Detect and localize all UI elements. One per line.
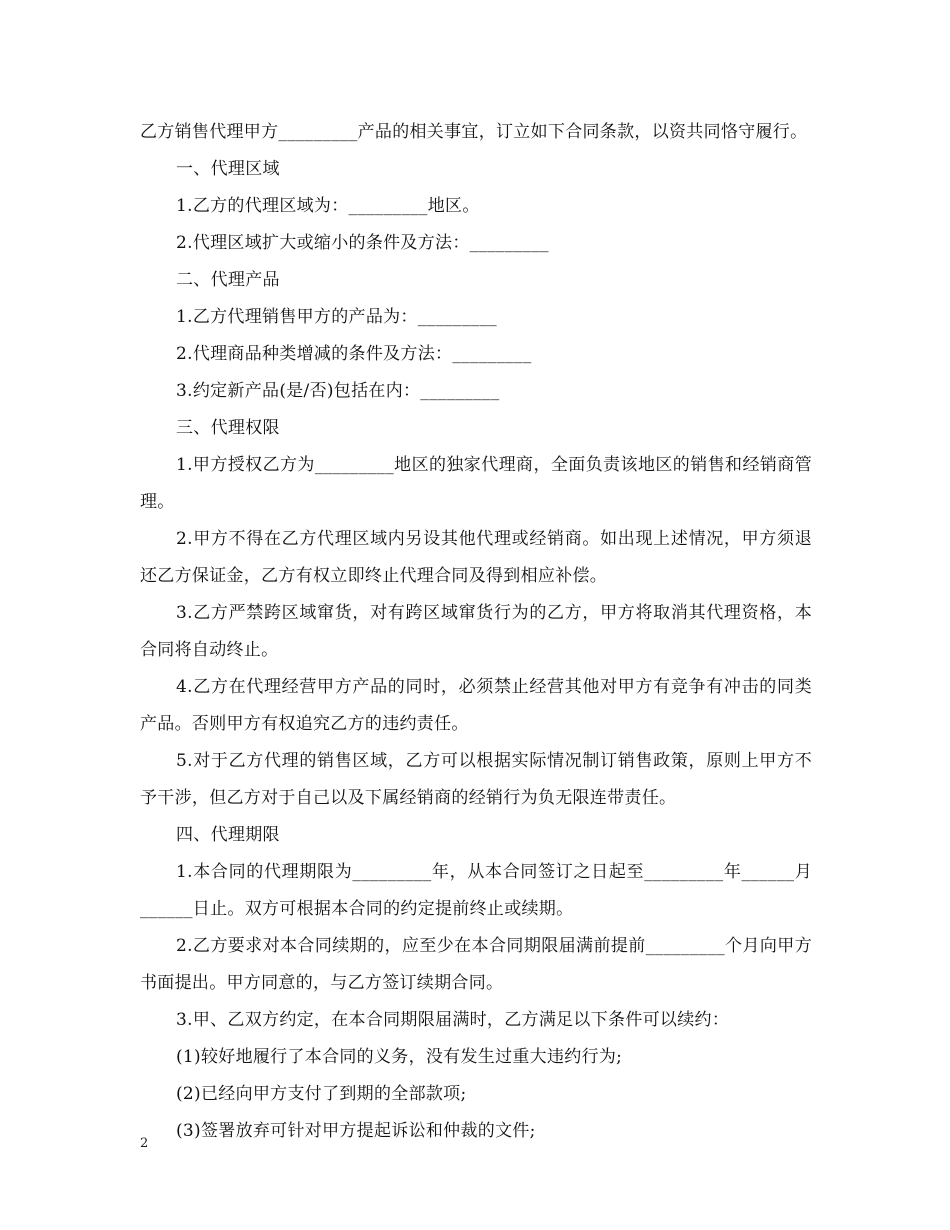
clause-region-1: 1.乙方的代理区域为：_________地区。 [176,196,480,216]
clause-product-2: 2.代理商品种类增减的条件及方法：_________ [176,344,532,364]
renewal-condition-1: (1)较好地履行了本合同的义务，没有发生过重大违约行为; [176,1047,623,1067]
section-heading-term: 四、代理期限 [176,825,280,845]
section-heading-product: 二、代理产品 [176,270,280,290]
clause-term-3: 3.甲、乙双方约定，在本合同期限届满时，乙方满足以下条件可以续约： [176,1010,730,1030]
section-heading-authority: 三、代理权限 [176,418,280,438]
clause-authority-5: 5.对于乙方代理的销售区域，乙方可以根据实际情况制订销售政策，原则上甲方不予干涉，但乙方对于自己以及下属经销商的经销行为负无限连带责任。 [140,751,812,808]
clause-authority-1: 1.甲方授权乙方为_________地区的独家代理商，全面负责该地区的销售和经销商管理。 [140,455,812,512]
clause-authority-2: 2.甲方不得在乙方代理区域内另设其他代理或经销商。如出现上述情况，甲方须退还乙方保证金，乙方有权立即终止代理合同及得到相应补偿。 [140,529,812,586]
clause-term-2: 2.乙方要求对本合同续期的，应至少在本合同期限届满前提前_________个月向甲方书面提出。甲方同意的，与乙方签订续期合同。 [140,936,812,993]
clause-region-2: 2.代理区域扩大或缩小的条件及方法：_________ [176,233,549,253]
clause-product-3: 3.约定新产品(是/否)包括在内：_________ [176,381,500,401]
clause-authority-4: 4.乙方在代理经营甲方产品的同时，必须禁止经营其他对甲方有竞争有冲击的同类产品。否则甲方有权追究乙方的违约责任。 [140,677,812,734]
clause-product-1: 1.乙方代理销售甲方的产品为：_________ [176,307,497,327]
document-body [140,114,812,1150]
renewal-condition-3: (3)签署放弃可针对甲方提起诉讼和仲裁的文件; [176,1121,536,1141]
clause-authority-3: 3.乙方严禁跨区域窜货，对有跨区域窜货行为的乙方，甲方将取消其代理资格，本合同将自动终止。 [140,603,812,660]
section-heading-region: 一、代理区域 [176,159,280,179]
intro-paragraph: 乙方销售代理甲方_________产品的相关事宜，订立如下合同条款，以资共同恪守履行。 [140,122,808,142]
renewal-condition-2: (2)已经向甲方支付了到期的全部款项; [176,1084,467,1104]
page-number: 2 [140,1136,149,1151]
clause-term-1: 1.本合同的代理期限为_________年，从本合同签订之日起至_________年______月______日止。双方可根据本合同的约定提前终止或续期。 [140,862,812,919]
